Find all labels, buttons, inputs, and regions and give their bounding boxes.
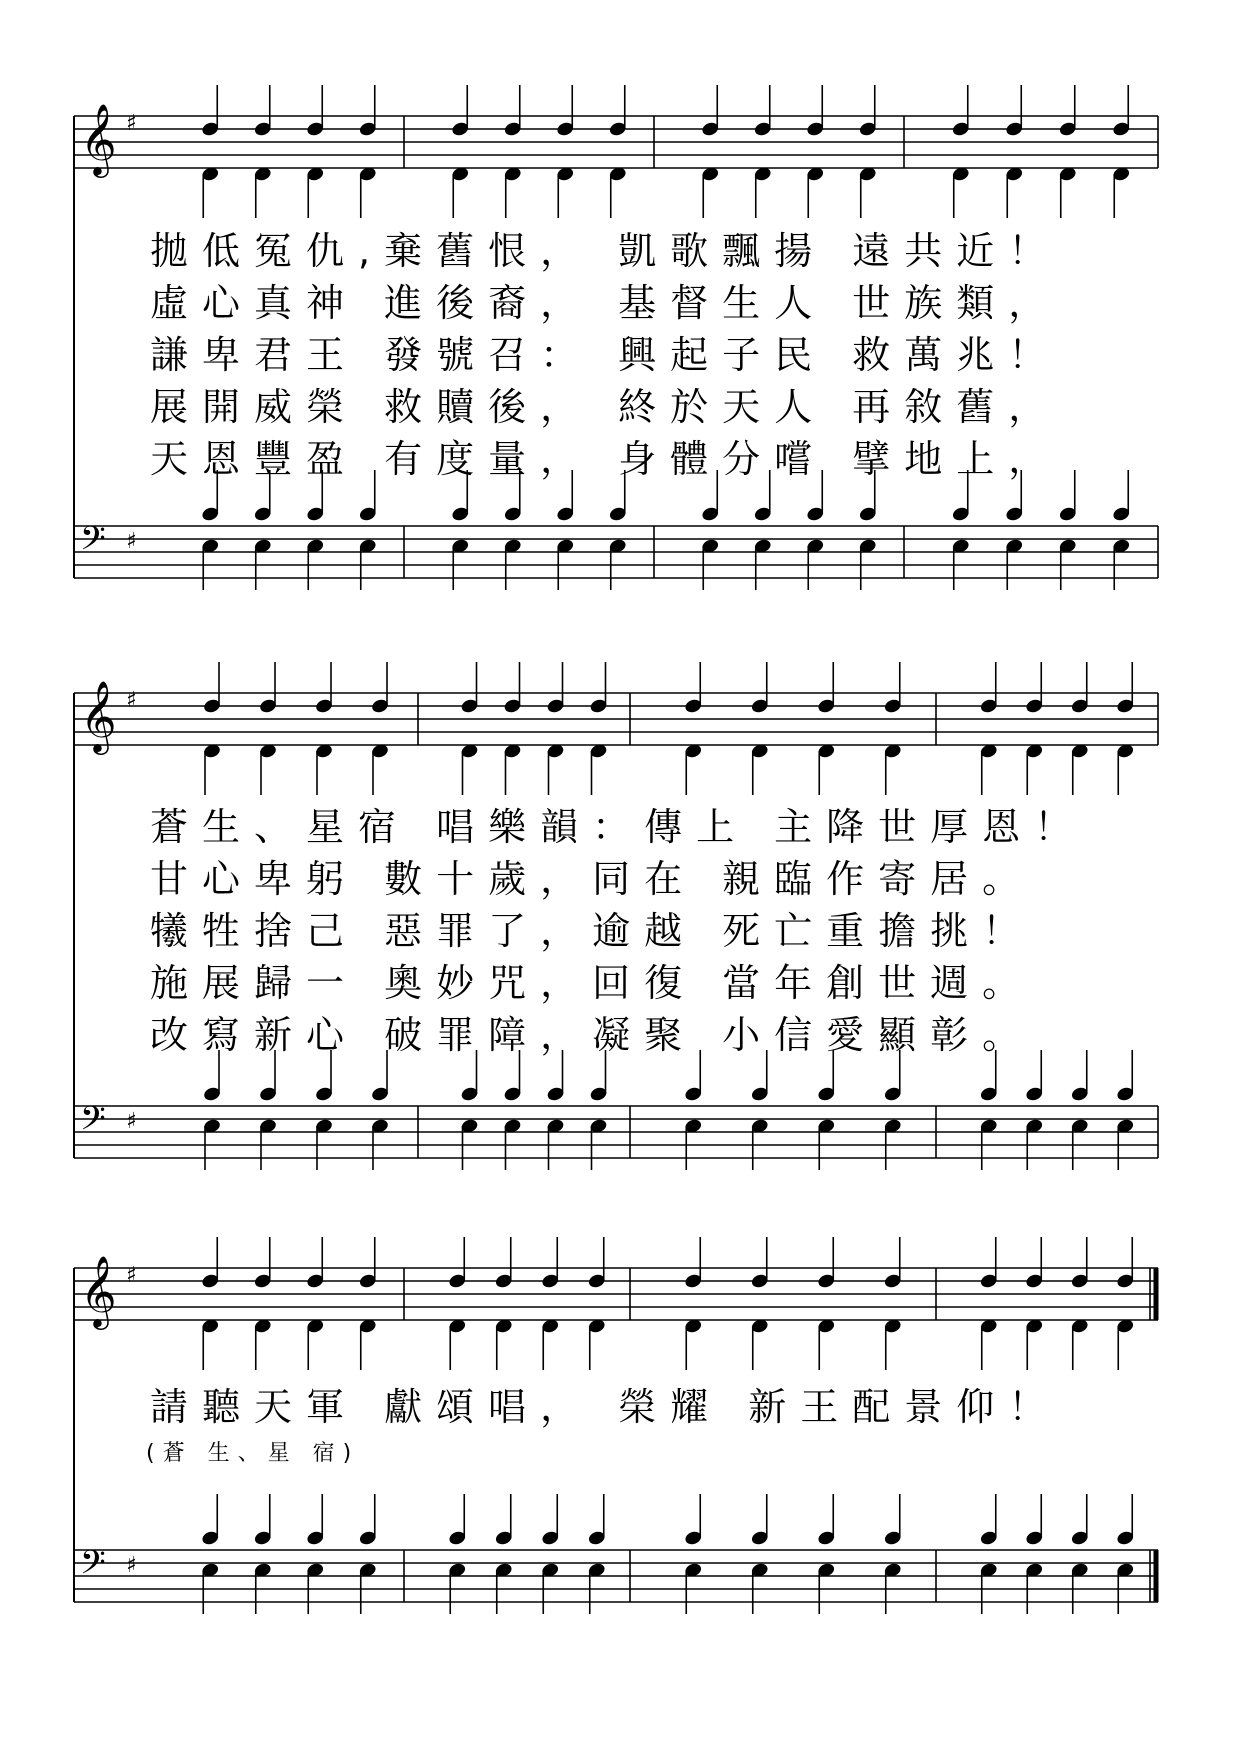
sharp-icon: ♯ <box>126 688 137 713</box>
lyric-verse-2: 甘心卑躬 數十歲，同在 親臨作寄居。 <box>150 857 1035 901</box>
lyric-verse-3: 犧牲捨己 惡罪了，逾越 死亡重擔挑！ <box>150 909 1035 953</box>
lyric-refrain-alt: (蒼 生、星 宿) <box>146 1441 360 1466</box>
lyric-verse-5: 天恩豐盈 有度量， 身體分嚐 擘地上， <box>150 437 1061 481</box>
sharp-icon: ♯ <box>126 111 137 136</box>
sharp-icon: ♯ <box>126 1553 137 1578</box>
lyric-refrain: 請聽天軍 獻頌唱， 榮耀 新王配景仰！ <box>150 1385 1061 1429</box>
bass-clef-icon: 𝄢 <box>80 1100 106 1146</box>
treble-clef-icon: 𝄞 <box>80 102 117 175</box>
lyric-verse-1: 蒼生、星宿 唱樂韻：傳上 主降世厚恩！ <box>150 805 1087 849</box>
treble-clef-icon: 𝄞 <box>80 1254 117 1327</box>
lyric-verse-1: 拋低冤仇,棄舊恨， 凱歌飄揚 遠共近！ <box>150 229 1061 273</box>
lyric-verse-3: 謙卑君王 發號召： 興起子民 救萬兆！ <box>150 333 1061 377</box>
lyric-verse-4: 施展歸一 奧妙咒，回復 當年創世週。 <box>150 961 1035 1005</box>
sharp-icon: ♯ <box>126 1263 137 1288</box>
sharp-icon: ♯ <box>126 1109 137 1134</box>
lyric-verse-4: 展開威榮 救贖後， 終於天人 再敘舊， <box>150 385 1061 429</box>
lyric-verse-5: 改寫新心 破罪障，凝聚 小信愛顯彰。 <box>150 1013 1035 1057</box>
sharp-icon: ♯ <box>126 529 137 554</box>
bass-clef-icon: 𝄢 <box>80 1544 106 1590</box>
lyric-verse-2: 虛心真神 進後裔， 基督生人 世族類， <box>150 281 1061 325</box>
treble-clef-icon: 𝄞 <box>80 679 117 752</box>
bass-clef-icon: 𝄢 <box>80 520 106 566</box>
